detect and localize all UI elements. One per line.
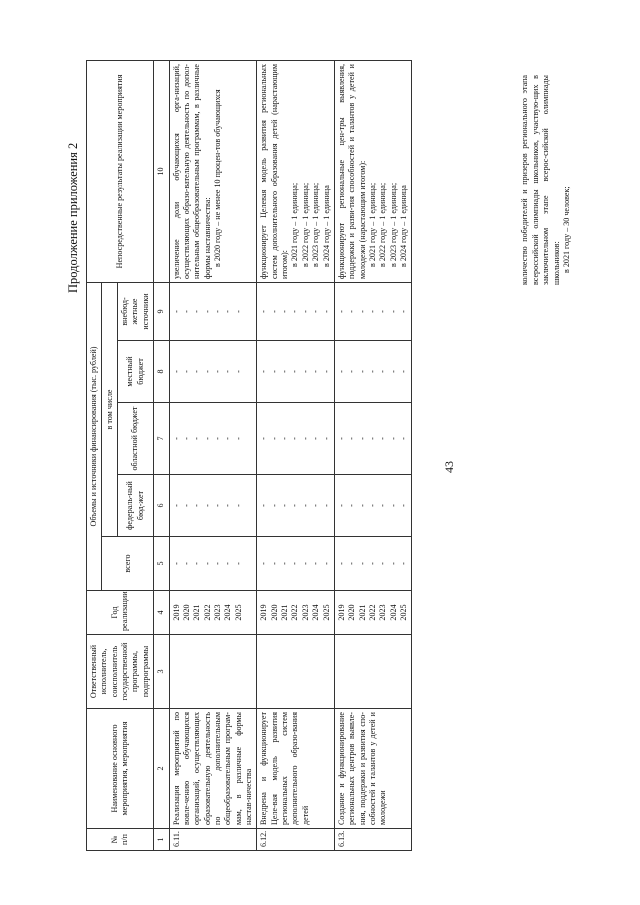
year-value: 2021 <box>357 604 367 621</box>
dash-value: - <box>399 370 409 373</box>
dash-value: - <box>300 504 310 507</box>
header-including: в том числе <box>102 283 118 537</box>
dash-value: - <box>321 370 331 373</box>
row-total-values <box>334 537 412 591</box>
result-line: в 2023 году – 1 единица; <box>311 182 321 267</box>
result-line: увеличение доли обучающихся орга-низаций, осуществляющих образо-вательную деятельность по допол-нительным общеобразовательным программам, в различные формы наставничества: <box>171 64 212 279</box>
dash-value: - <box>280 310 290 313</box>
dash-value: - <box>357 437 367 440</box>
dash-value: - <box>336 437 346 440</box>
column-number: 7 <box>154 403 169 475</box>
dash-value: - <box>171 310 181 313</box>
header-regional: областной бюджет <box>118 403 154 475</box>
dash-value: - <box>280 562 290 565</box>
year-value: 2021 <box>192 604 202 621</box>
row-extrabudget-values <box>169 283 257 341</box>
dash-value: - <box>378 562 388 565</box>
row-name: Создание и функционирование региональных центров выявле-ния, поддержки и развития спо-собностей и талантов у детей и молодежи <box>334 709 412 829</box>
dash-value: - <box>202 504 212 507</box>
row-years <box>169 591 257 635</box>
row-years <box>334 591 412 635</box>
year-value: 2020 <box>181 604 191 621</box>
row-responsible <box>334 635 412 709</box>
year-value: 2020 <box>269 604 279 621</box>
dash-value: - <box>280 504 290 507</box>
dash-value: - <box>357 370 367 373</box>
column-number: 2 <box>154 709 169 829</box>
dash-value: - <box>321 562 331 565</box>
dash-value: - <box>321 310 331 313</box>
header-name: Наименование основного мероприятия, мероприятия <box>87 709 154 829</box>
continuation-line: количество победителей и призеров регионального этапа всероссийской олимпиады школьников, участвую-щих в заключительном этапе всерос-сийской олимпиады школьников: <box>520 75 561 285</box>
dash-value: - <box>336 370 346 373</box>
year-value: 2025 <box>233 604 243 621</box>
dash-value: - <box>269 562 279 565</box>
row-result <box>169 61 257 283</box>
dash-value: - <box>181 562 191 565</box>
dash-value: - <box>181 437 191 440</box>
row-federal-values <box>257 475 335 537</box>
dash-value: - <box>290 504 300 507</box>
header-local: местный бюджет <box>118 341 154 403</box>
year-value: 2023 <box>378 604 388 621</box>
row-extrabudget-values <box>334 283 412 341</box>
dash-value: - <box>181 310 191 313</box>
dash-value: - <box>311 437 321 440</box>
result-line: в 2022 году – 1 единица; <box>300 182 310 267</box>
header-total: всего <box>102 537 154 591</box>
dash-value: - <box>259 310 269 313</box>
dash-value: - <box>202 437 212 440</box>
dash-value: - <box>388 562 398 565</box>
row-years <box>257 591 335 635</box>
dash-value: - <box>259 437 269 440</box>
dash-value: - <box>290 370 300 373</box>
dash-value: - <box>399 310 409 313</box>
dash-value: - <box>388 504 398 507</box>
result-line: функционируют региональные цен-тры выявления, поддержки и разви-тия способностей и талантов у детей и молодежи (нарастающим итогом): <box>336 64 367 279</box>
dash-value: - <box>259 504 269 507</box>
dash-value: - <box>280 370 290 373</box>
dash-value: - <box>300 370 310 373</box>
page-number: 43 <box>442 461 456 473</box>
row-extrabudget-values <box>257 283 335 341</box>
dash-value: - <box>192 370 202 373</box>
result-line: в 2020 году – не менее 10 процен-тов обучающихся <box>212 89 222 267</box>
year-value: 2019 <box>171 604 181 621</box>
row-regional-values <box>334 403 412 475</box>
row-regional-values <box>257 403 335 475</box>
year-value: 2022 <box>290 604 300 621</box>
dash-value: - <box>347 370 357 373</box>
dash-value: - <box>347 504 357 507</box>
dash-value: - <box>192 504 202 507</box>
row-federal-values <box>334 475 412 537</box>
result-line: в 2023 году – 1 единица; <box>388 182 398 267</box>
dash-value: - <box>192 437 202 440</box>
row-name: Внедрена и функционирует Целе-вая модель развития региональных систем дополнительного образо-вания детей <box>257 709 335 829</box>
dash-value: - <box>233 370 243 373</box>
row-federal-values <box>169 475 257 537</box>
dash-value: - <box>202 370 212 373</box>
dash-value: - <box>212 370 222 373</box>
dash-value: - <box>202 310 212 313</box>
dash-value: - <box>321 504 331 507</box>
column-number: 8 <box>154 341 169 403</box>
dash-value: - <box>300 310 310 313</box>
row-result <box>334 61 412 283</box>
dash-value: - <box>269 437 279 440</box>
result-line: в 2024 году – 1 единица <box>321 185 331 267</box>
table-row <box>169 61 257 851</box>
continuation-line: в 2021 году – 30 человек; <box>562 186 572 273</box>
year-value: 2023 <box>300 604 310 621</box>
dash-value: - <box>367 370 377 373</box>
row-responsible <box>169 635 257 709</box>
dash-value: - <box>300 562 310 565</box>
year-value: 2019 <box>336 604 346 621</box>
dash-value: - <box>181 504 191 507</box>
column-number: 4 <box>154 591 169 635</box>
header-num: № п/п <box>87 829 154 851</box>
funding-table <box>86 60 412 851</box>
result-line: в 2021 году – 1 единица; <box>290 182 300 267</box>
year-value: 2024 <box>311 604 321 621</box>
dash-value: - <box>233 562 243 565</box>
dash-value: - <box>357 504 367 507</box>
year-value: 2022 <box>367 604 377 621</box>
continuation-text <box>520 75 573 285</box>
result-line: в 2021 году – 1 единица; <box>367 182 377 267</box>
dash-value: - <box>311 370 321 373</box>
dash-value: - <box>321 437 331 440</box>
dash-value: - <box>259 370 269 373</box>
dash-value: - <box>269 504 279 507</box>
result-line: функционирует Целевая модель развития региональных систем дополнительного образования детей (нарастающим итогом): <box>259 64 290 279</box>
column-number: 3 <box>154 635 169 709</box>
dash-value: - <box>171 504 181 507</box>
row-total-values <box>257 537 335 591</box>
dash-value: - <box>212 437 222 440</box>
year-value: 2025 <box>399 604 409 621</box>
dash-value: - <box>336 562 346 565</box>
row-total-values <box>169 537 257 591</box>
year-value: 2021 <box>280 604 290 621</box>
dash-value: - <box>347 437 357 440</box>
year-value: 2022 <box>202 604 212 621</box>
dash-value: - <box>233 437 243 440</box>
header-responsible: Ответственный исполнитель, соисполнитель государственной программы, подпрограммы <box>87 635 154 709</box>
dash-value: - <box>171 562 181 565</box>
dash-value: - <box>357 562 367 565</box>
table-row <box>334 61 412 851</box>
row-responsible <box>257 635 335 709</box>
dash-value: - <box>269 310 279 313</box>
dash-value: - <box>300 437 310 440</box>
dash-value: - <box>290 562 300 565</box>
dash-value: - <box>367 437 377 440</box>
header-results: Непосредственные результаты реализации мероприятия <box>87 61 154 283</box>
dash-value: - <box>212 504 222 507</box>
dash-value: - <box>378 504 388 507</box>
dash-value: - <box>171 370 181 373</box>
dash-value: - <box>280 437 290 440</box>
row-local-values <box>169 341 257 403</box>
dash-value: - <box>347 562 357 565</box>
row-number: 6.11. <box>169 829 257 851</box>
row-name: Реализация мероприятий по вовле-чению обучающихся организаций, осуществляющих образовательную деятельность по дополнительным общеобразовательным програм-мам, в различные формы настав-ничества <box>169 709 257 829</box>
dash-value: - <box>223 370 233 373</box>
year-value: 2024 <box>388 604 398 621</box>
year-value: 2020 <box>347 604 357 621</box>
dash-value: - <box>233 310 243 313</box>
dash-value: - <box>192 310 202 313</box>
header-year: Год реализации <box>87 591 154 635</box>
column-number: 5 <box>154 537 169 591</box>
dash-value: - <box>367 310 377 313</box>
dash-value: - <box>269 370 279 373</box>
year-value: 2025 <box>321 604 331 621</box>
dash-value: - <box>202 562 212 565</box>
dash-value: - <box>336 310 346 313</box>
column-number: 9 <box>154 283 169 341</box>
dash-value: - <box>347 310 357 313</box>
dash-value: - <box>223 504 233 507</box>
dash-value: - <box>311 310 321 313</box>
dash-value: - <box>378 370 388 373</box>
row-local-values <box>257 341 335 403</box>
dash-value: - <box>290 437 300 440</box>
year-value: 2019 <box>259 604 269 621</box>
dash-value: - <box>223 310 233 313</box>
dash-value: - <box>399 562 409 565</box>
dash-value: - <box>378 310 388 313</box>
column-number: 10 <box>154 61 169 283</box>
row-result <box>257 61 335 283</box>
column-number: 1 <box>154 829 169 851</box>
dash-value: - <box>399 437 409 440</box>
header-extrabudget: внебюд-жетные источники <box>118 283 154 341</box>
row-regional-values <box>169 403 257 475</box>
dash-value: - <box>367 504 377 507</box>
column-number: 6 <box>154 475 169 537</box>
row-local-values <box>334 341 412 403</box>
row-number: 6.12. <box>257 829 335 851</box>
dash-value: - <box>388 437 398 440</box>
dash-value: - <box>223 562 233 565</box>
dash-value: - <box>212 310 222 313</box>
appendix-title: Продолжение приложения 2 <box>66 142 80 293</box>
dash-value: - <box>171 437 181 440</box>
dash-value: - <box>388 310 398 313</box>
dash-value: - <box>357 310 367 313</box>
row-number: 6.13. <box>334 829 412 851</box>
dash-value: - <box>311 504 321 507</box>
column-number-row <box>154 61 169 851</box>
dash-value: - <box>378 437 388 440</box>
result-line: в 2024 году – 1 единица <box>399 185 409 267</box>
header-federal: федераль-ный бюд-жет <box>118 475 154 537</box>
dash-value: - <box>336 504 346 507</box>
dash-value: - <box>259 562 269 565</box>
dash-value: - <box>192 562 202 565</box>
dash-value: - <box>212 562 222 565</box>
dash-value: - <box>223 437 233 440</box>
dash-value: - <box>233 504 243 507</box>
result-line: в 2022 году – 1 единица; <box>378 182 388 267</box>
dash-value: - <box>367 562 377 565</box>
header-financing: Объемы и источники финансирования (тыс. рублей) <box>87 283 102 591</box>
year-value: 2024 <box>223 604 233 621</box>
dash-value: - <box>399 504 409 507</box>
dash-value: - <box>388 370 398 373</box>
dash-value: - <box>181 370 191 373</box>
dash-value: - <box>290 310 300 313</box>
dash-value: - <box>311 562 321 565</box>
table-row <box>257 61 335 851</box>
year-value: 2023 <box>212 604 222 621</box>
